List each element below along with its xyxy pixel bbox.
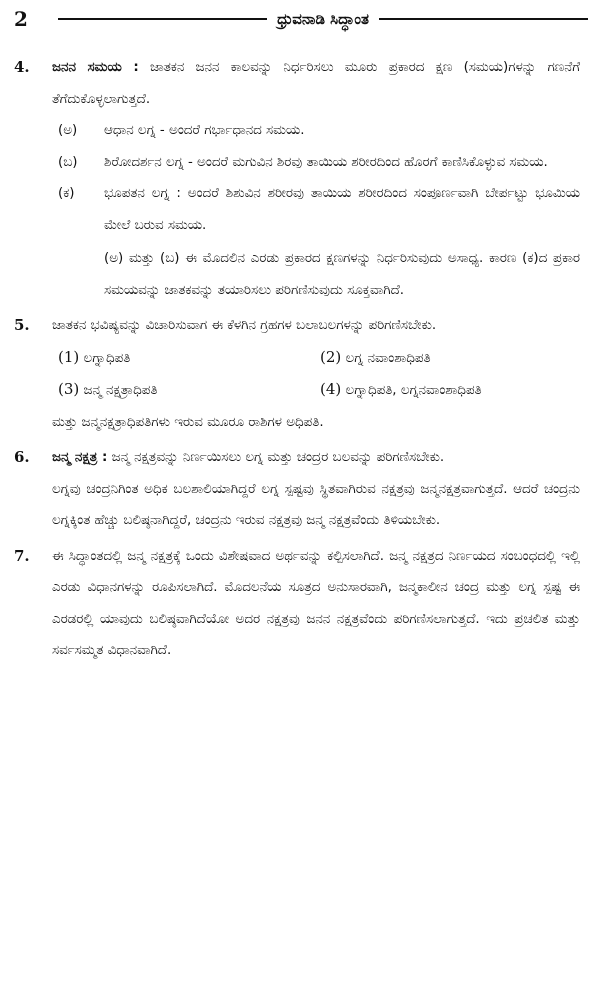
list-item (58, 342, 320, 375)
item-number: 5. (14, 316, 30, 334)
list-item (320, 374, 482, 407)
header-rule-left (58, 18, 267, 20)
item-4 (14, 52, 580, 306)
sub-item-label: (ಕ) (58, 186, 75, 201)
item-6 (14, 442, 580, 537)
item-number: 4. (14, 58, 30, 76)
sub-item-k (58, 178, 580, 241)
item-tail-text: ಮತ್ತು ಜನ್ಮನಕ್ಷತ್ರಾಧಿಪತಿಗಳು ಇರುವ ಮೂರೂ ರಾಶಿಗಳ ಅಧಿಪತಿ. (52, 414, 324, 430)
list-item-text: ಲಗ್ನ ನವಾಂಶಾಧಿಪತಿ (345, 350, 431, 366)
sub-item-label: (ಬ) (58, 154, 78, 170)
item-text: ಜನ್ಮ ನಕ್ಷತ್ರವನ್ನು ನಿರ್ಣಯಿಸಲು ಲಗ್ನ ಮತ್ತು ಚಂದ್ರರ ಬಲವನ್ನು ಪರಿಗಣಿಸಬೇಕು. (111, 450, 445, 465)
list-item (320, 342, 431, 375)
note-paragraph (58, 243, 580, 306)
list-item (58, 374, 320, 407)
page-body (14, 48, 580, 667)
list-item-number: (4) (320, 380, 342, 398)
sub-item-label: (ಅ) (58, 123, 78, 138)
list-row (58, 342, 580, 375)
lord-list (58, 342, 580, 407)
sub-item-text: ಶಿರೋದರ್ಶನ ಲಗ್ನ - ಅಂದರೆ ಮಗುವಿನ ಶಿರವು ತಾಯಿಯ ಶರೀರದಿಂದ ಹೊರಗೆ ಕಾಣಿಸಿಕೊಳ್ಳುವ ಸಮಯ. (104, 154, 548, 170)
item-7 (14, 541, 580, 667)
item-title: ಜನ್ಮ ನಕ್ಷತ್ರ : (52, 450, 108, 465)
list-item-text: ಲಗ್ನಾಧಿಪತಿ, ಲಗ್ನನವಾಂಶಾಧಿಪತಿ (345, 383, 482, 398)
sub-item-text: ಆಧಾನ ಲಗ್ನ - ಅಂದರೆ ಗರ್ಭಾಧಾನದ ಸಮಯ. (104, 123, 305, 138)
list-item-number: (2) (320, 347, 342, 366)
sub-item-b (58, 147, 580, 179)
list-item-number: (3) (58, 380, 80, 398)
list-item-text: ಲಗ್ನಾಧಿಪತಿ (83, 350, 131, 366)
list-row (58, 374, 580, 407)
item-number: 6. (14, 448, 30, 466)
note-text: (ಅ) ಮತ್ತು (ಬ) ಈ ಮೊದಲಿನ ಎರಡು ಪ್ರಕಾರದ ಕ್ಷಣಗಳನ್ನು ನಿರ್ಧರಿಸುವುದು ಅಸಾಧ್ಯ. ಕಾರಣ (ಕ)ದ ಪ್ರಕಾರ ಸಮಯವನ್ನು ಜಾತಕವನ್ನು ತಯಾರಿಸಲು ಪರಿಗಣಿಸುವುದು ಸೂಕ್ತವಾಗಿದೆ. (104, 251, 580, 298)
sub-item-text: ಭೂಪತನ ಲಗ್ನ : ಅಂದರೆ ಶಿಶುವಿನ ಶರೀರವು ತಾಯಿಯ ಶರೀರದಿಂದ ಸಂಪೂರ್ಣವಾಗಿ ಬೇರ್ಪಟ್ಟು ಭೂಮಿಯ ಮೇಲೆ ಬರುವ ಸಮಯ. (104, 186, 580, 233)
item-text: ಈ ಸಿದ್ಧಾಂತದಲ್ಲಿ ಜನ್ಮ ನಕ್ಷತ್ರಕ್ಕೆ ಒಂದು ವಿಶೇಷವಾದ ಅರ್ಥವನ್ನು ಕಲ್ಪಿಸಲಾಗಿದೆ. ಜನ್ಮ ನಕ್ಷತ್ರದ ನಿರ್ಣಯದ ಸಂಬಂಧದಲ್ಲಿ ಇಲ್ಲಿ ಎರಡು ವಿಧಾನಗಳನ್ನು ರೂಪಿಸಲಾಗಿದೆ. ಮೊದಲನೆಯ ಸೂತ್ರದ ಅನುಸಾರವಾಗಿ, ಜನ್ಮಕಾಲೀನ ಚಂದ್ರ ಮತ್ತು ಲಗ್ನ ಸ್ಪಷ್ಟ ಈ ಎರಡರಲ್ಲಿ ಯಾವುದು ಬಲಿಷ್ಠವಾಗಿದೆಯೋ ಅದರ ನಕ್ಷತ್ರವು ಜನನ ನಕ್ಷತ್ರವೆಂದು ಪರಿಗಣಿಸಲಾಗುತ್ತದೆ. ಇದು ಪ್ರಚಲಿತ ಮತ್ತು ಸರ್ವಸಮ್ಮತ ವಿಧಾನವಾಗಿದೆ. (52, 548, 580, 658)
page-number: 2 (14, 7, 28, 31)
item-paragraph (52, 442, 580, 474)
running-title: ಧ್ರುವನಾಡಿ ಸಿದ್ಧಾಂತ (277, 10, 369, 28)
item-5 (14, 310, 580, 438)
sub-item-a (58, 115, 580, 147)
item-body-paragraph: ಲಗ್ನವು ಚಂದ್ರನಿಗಿಂತ ಅಧಿಕ ಬಲಶಾಲಿಯಾಗಿದ್ದರೆ ಲಗ್ನ ಸ್ಪಷ್ಟವು ಸ್ಥಿತವಾಗಿರುವ ನಕ್ಷತ್ರವು ಜನ್ಮನಕ್ಷತ್ರವಾಗುತ್ತದೆ. ಆದರೆ ಚಂದ್ರನು ಲಗ್ನಕ್ಕಿಂತ ಹೆಚ್ಚು ಬಲಿಷ್ಠನಾಗಿದ್ದರೆ, ಚಂದ್ರನು ಇರುವ ನಕ್ಷತ್ರವು ಜನ್ಮ ನಕ್ಷತ್ರವೆಂದು ತಿಳಿಯಬೇಕು. (52, 481, 580, 528)
item-number: 7. (14, 546, 30, 565)
header-rule-right (379, 18, 588, 20)
list-item-text: ಜನ್ಮ ನಕ್ಷತ್ರಾಧಿಪತಿ (83, 383, 158, 398)
item-text: ಜಾತಕನ ಭವಿಷ್ಯವನ್ನು ವಿಚಾರಿಸುವಾಗ ಈ ಕೆಳಗಿನ ಗ್ರಹಗಳ ಬಲಾಬಲಗಳನ್ನು ಪರಿಗಣಿಸಬೇಕು. (52, 318, 437, 333)
list-item-number: (1) (58, 347, 80, 366)
page-header (14, 6, 588, 32)
item-title: ಜನನ ಸಮಯ : (52, 60, 139, 75)
item-paragraph (52, 52, 580, 115)
item-text: ಜಾತಕನ ಜನನ ಕಾಲವನ್ನು ನಿರ್ಧರಿಸಲು ಮೂರು ಪ್ರಕಾರದ ಕ್ಷಣ (ಸಮಯ)ಗಳನ್ನು ಗಣನೆಗೆ ತೆಗೆದುಕೊಳ್ಳಲಾಗುತ್ತದೆ. (52, 60, 580, 107)
